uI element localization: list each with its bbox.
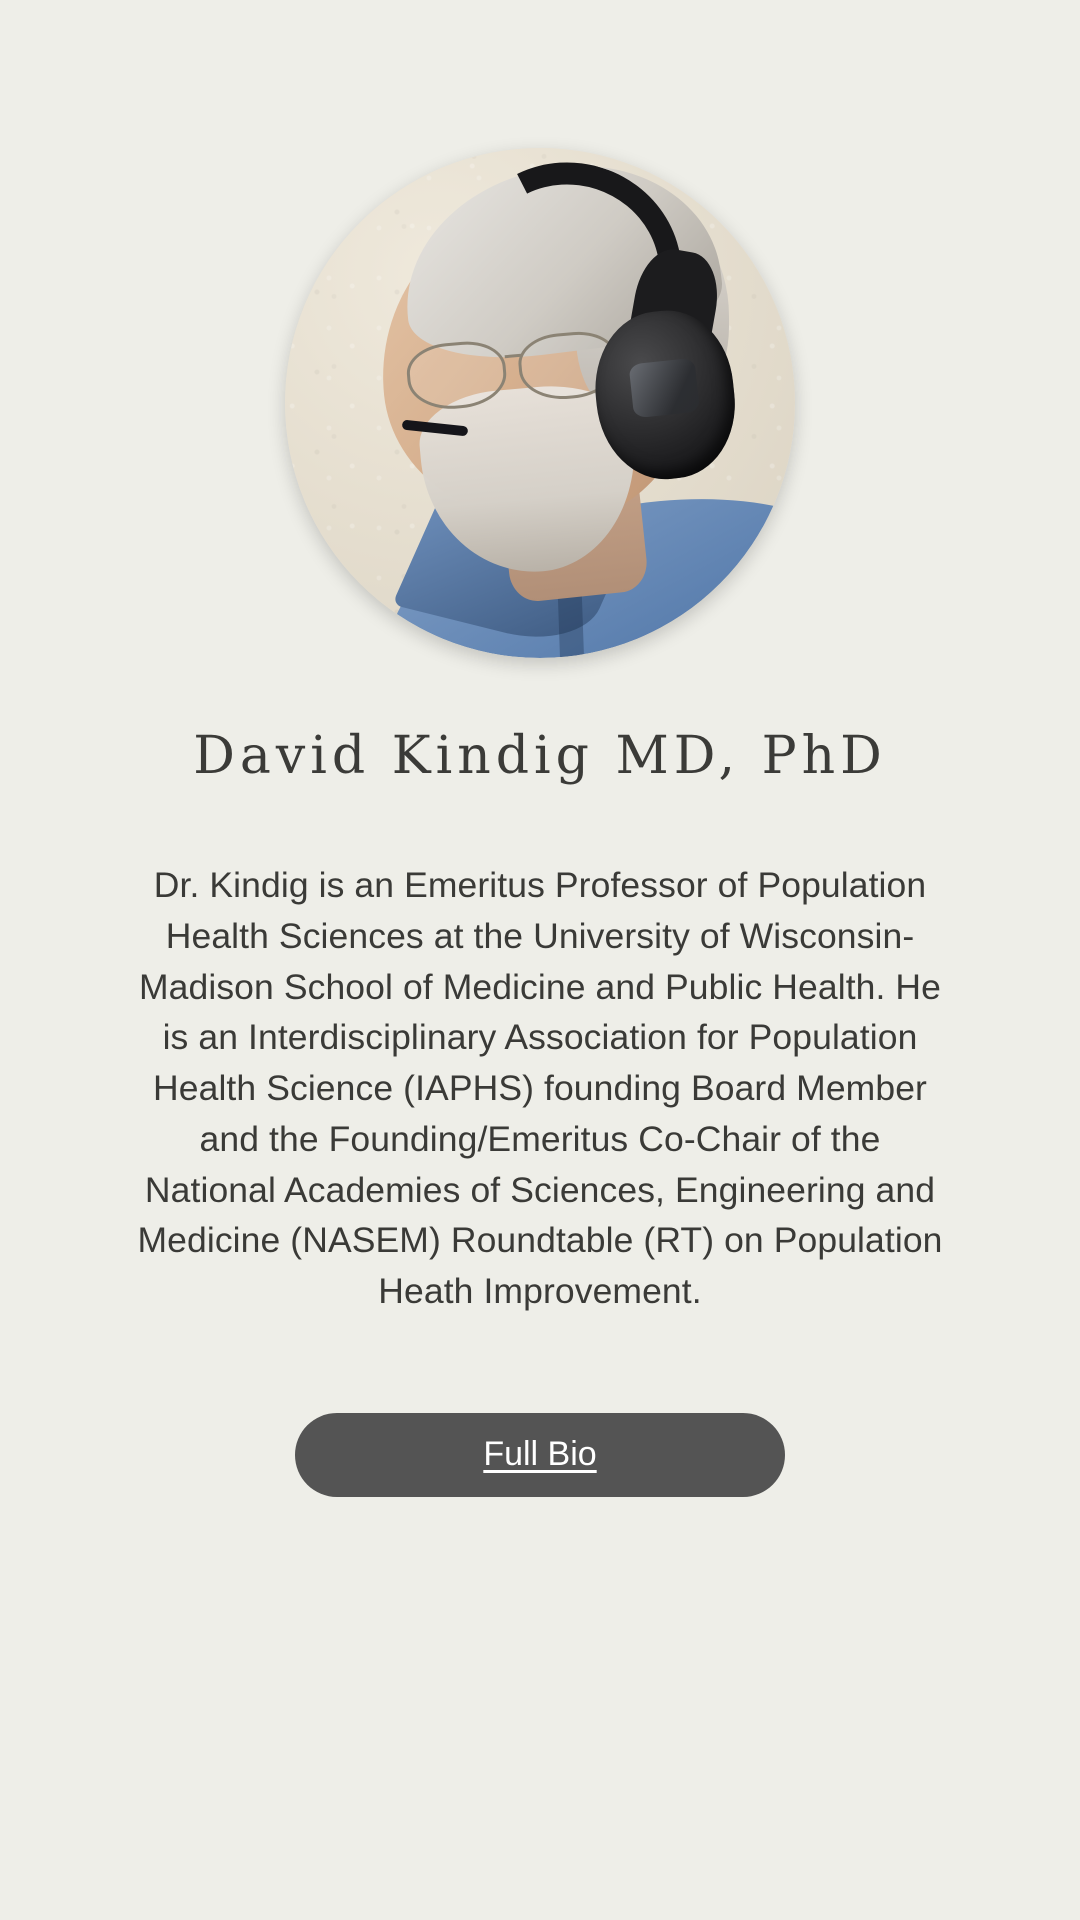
portrait-photo [285,148,795,658]
cta-container [295,1413,785,1497]
glasses-left-lens [405,338,509,413]
full-bio-button[interactable]: Full Bio [295,1413,785,1497]
avatar [285,148,795,658]
biography-text: Dr. Kindig is an Emeritus Professor of Population Health Sciences at the University of Wisconsin-Madison School of Medicine and Public Health. He is an Interdisciplinary Association for Population Health Science (IAPHS) founding Board Member and the Founding/Emeritus Co-Chair of the National Academies of Sciences, Engineering and Medicine (NASEM) Roundtable (RT) on Population Heath Improvement. [137,865,943,1311]
page-title: David Kindig MD, PhD [193,726,887,786]
